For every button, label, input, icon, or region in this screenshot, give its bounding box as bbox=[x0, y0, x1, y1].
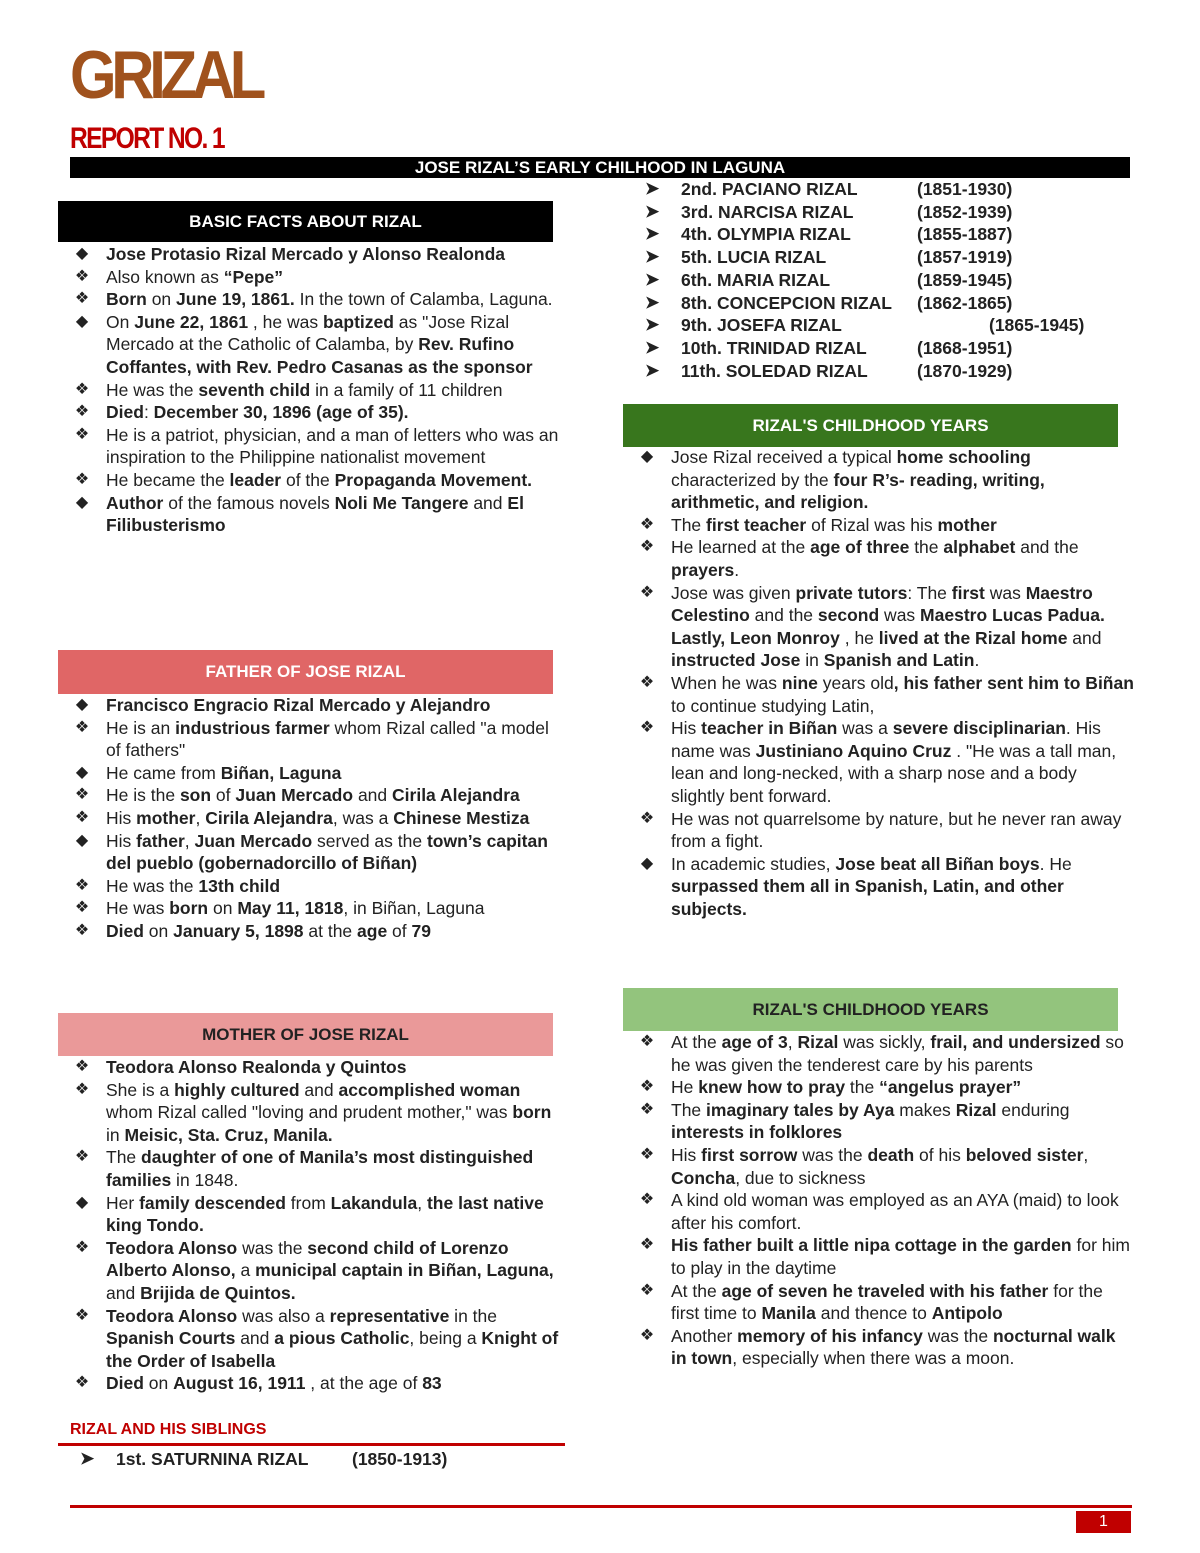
list-item bbox=[58, 1305, 568, 1373]
basic-facts-list bbox=[58, 243, 568, 537]
star-bullet-icon: ❖ bbox=[639, 809, 655, 827]
list-item bbox=[58, 492, 568, 537]
father-heading: FATHER OF JOSE RIZAL bbox=[58, 650, 553, 694]
sibling-name: 11th. SOLEDAD RIZAL bbox=[681, 360, 868, 381]
list-item bbox=[58, 266, 568, 289]
list-item bbox=[623, 1280, 1135, 1325]
list-item-text: A kind old woman was employed as an AYA (maid) to look after his comfort. bbox=[671, 1190, 1119, 1233]
list-item bbox=[623, 582, 1135, 672]
list-item-text: The first teacher of Rizal was his mother bbox=[671, 514, 997, 535]
childhood-heading-2: RIZAL'S CHILDHOOD YEARS bbox=[623, 988, 1118, 1031]
star-bullet-icon: ❖ bbox=[74, 425, 90, 443]
list-item-text: His father built a little nipa cottage in the garden for him to play in the daytime bbox=[671, 1235, 1130, 1278]
sibling-name: 2nd. PACIANO RIZAL bbox=[681, 179, 858, 199]
star-bullet-icon: ❖ bbox=[74, 718, 90, 736]
list-item bbox=[623, 1325, 1135, 1370]
sibling-years: (1859-1945) bbox=[917, 269, 1013, 290]
sibling-name: 9th. JOSEFA RIZAL bbox=[681, 315, 842, 336]
document-title: GRIZAL bbox=[70, 37, 262, 113]
list-item bbox=[58, 694, 568, 717]
star-bullet-icon: ❖ bbox=[639, 1191, 655, 1209]
list-item-text: He knew how to pray the “angelus prayer” bbox=[671, 1077, 1022, 1098]
star-bullet-icon: ❖ bbox=[74, 470, 90, 488]
list-item bbox=[623, 1144, 1135, 1189]
diamond-bullet-icon: ◆ bbox=[75, 763, 89, 781]
list-item-text: Her family descended from Lakandula, the last native king Tondo. bbox=[106, 1192, 544, 1236]
star-bullet-icon: ❖ bbox=[74, 290, 90, 308]
star-bullet-icon: ❖ bbox=[639, 538, 655, 556]
star-bullet-icon: ❖ bbox=[74, 1306, 90, 1324]
star-bullet-icon: ❖ bbox=[639, 1100, 655, 1118]
sibling-name: 6th. MARIA RIZAL bbox=[681, 269, 831, 290]
list-item bbox=[623, 1189, 1135, 1234]
star-bullet-icon: ❖ bbox=[639, 1236, 655, 1254]
sibling-years: (1857-1919) bbox=[917, 247, 1013, 268]
arrow-bullet-icon: ➤ bbox=[645, 247, 660, 267]
arrow-bullet-icon: ➤ bbox=[80, 1449, 95, 1468]
list-item-text: On June 22, 1861 , he was baptized as "Jose Rizal Mercado at the Catholic of Calamba, by Rev. Rufino Coffantes, with Rev. Pedro Casanas as the sponsor bbox=[106, 311, 533, 377]
list-item-text: He learned at the age of three the alphabet and the prayers. bbox=[671, 537, 1079, 580]
basic-facts-heading: BASIC FACTS ABOUT RIZAL bbox=[58, 201, 553, 242]
star-bullet-icon: ❖ bbox=[639, 673, 655, 691]
topic-bar: JOSE RIZAL’S EARLY CHILHOOD IN LAGUNA bbox=[70, 157, 1130, 178]
arrow-bullet-icon: ➤ bbox=[645, 337, 660, 357]
father-list bbox=[58, 694, 568, 943]
sibling-years: (1868-1951) bbox=[917, 337, 1013, 358]
arrow-bullet-icon: ➤ bbox=[645, 292, 660, 312]
list-item-text: The imaginary tales by Aya makes Rizal enduring interests in folklores bbox=[671, 1099, 1070, 1143]
list-item-text: At the age of seven he traveled with his father for the first time to Manila and thence to Antipolo bbox=[671, 1280, 1103, 1324]
mother-list bbox=[58, 1056, 568, 1395]
diamond-bullet-icon: ◆ bbox=[75, 696, 89, 713]
arrow-bullet-icon: ➤ bbox=[645, 201, 660, 221]
star-bullet-icon: ❖ bbox=[74, 786, 90, 804]
list-item-text: He is a patriot, physician, and a man of letters who was an inspiration to the Philippine nationalist movement bbox=[106, 424, 559, 468]
list-item bbox=[58, 311, 568, 379]
list-item-text: Jose Rizal received a typical home schooling characterized by the four R’s- reading, writing, arithmetic, and religion. bbox=[671, 447, 1045, 513]
childhood-list-1 bbox=[623, 446, 1135, 920]
star-bullet-icon: ❖ bbox=[639, 1078, 655, 1096]
list-item-text: He was born on May 11, 1818, in Biñan, Laguna bbox=[106, 898, 485, 919]
list-item bbox=[58, 401, 568, 424]
diamond-bullet-icon: ◆ bbox=[75, 312, 89, 330]
star-bullet-icon: ❖ bbox=[639, 1281, 655, 1299]
list-item bbox=[58, 875, 568, 898]
list-item-text: Francisco Engracio Rizal Mercado y Alejandro bbox=[106, 695, 491, 715]
diamond-bullet-icon: ◆ bbox=[640, 854, 654, 872]
list-item-text: Born on June 19, 1861. In the town of Calamba, Laguna. bbox=[106, 289, 553, 310]
star-bullet-icon: ❖ bbox=[639, 719, 655, 737]
list-item bbox=[623, 853, 1135, 921]
list-item-text: Author of the famous novels Noli Me Tangere and El Filibusterismo bbox=[106, 492, 524, 536]
list-item-text: Another memory of his infancy was the nocturnal walk in town, especially when there was a moon. bbox=[671, 1325, 1116, 1369]
list-item-text: Teodora Alonso was also a representative in the Spanish Courts and a pious Catholic, being a Knight of the Order of Isabella bbox=[106, 1305, 559, 1371]
star-bullet-icon: ❖ bbox=[639, 583, 655, 601]
sibling-years: (1865-1945) bbox=[989, 315, 1085, 336]
list-item-text: When he was nine years old, his father sent him to Biñan to continue studying Latin, bbox=[671, 672, 1134, 716]
list-item-text: In academic studies, Jose beat all Biñan boys. He surpassed them all in Spanish, Latin, and other subjects. bbox=[671, 853, 1072, 919]
star-bullet-icon: ❖ bbox=[74, 403, 90, 421]
childhood-list-2 bbox=[623, 1031, 1135, 1370]
star-bullet-icon: ❖ bbox=[74, 876, 90, 894]
diamond-bullet-icon: ◆ bbox=[640, 448, 654, 465]
list-item bbox=[58, 1372, 568, 1395]
star-bullet-icon: ❖ bbox=[639, 1033, 655, 1050]
diamond-bullet-icon: ◆ bbox=[75, 831, 89, 849]
list-item bbox=[58, 243, 568, 266]
list-item-text: At the age of 3, Rizal was sickly, frail, and undersized so he was given the tenderest care by his parents bbox=[671, 1032, 1124, 1075]
list-item-text: His first sorrow was the death of his beloved sister, Concha, due to sickness bbox=[671, 1144, 1089, 1188]
star-bullet-icon: ❖ bbox=[74, 1238, 90, 1256]
star-bullet-icon: ❖ bbox=[74, 808, 90, 826]
list-item bbox=[58, 807, 568, 830]
list-item-text: Died: December 30, 1896 (age of 35). bbox=[106, 402, 409, 423]
list-item bbox=[58, 784, 568, 807]
star-bullet-icon: ❖ bbox=[639, 1145, 655, 1163]
mother-heading: MOTHER OF JOSE RIZAL bbox=[58, 1013, 553, 1056]
list-item bbox=[58, 717, 568, 762]
list-item-text: The daughter of one of Manila’s most distinguished families in 1848. bbox=[106, 1147, 534, 1190]
list-item bbox=[623, 446, 1135, 514]
list-item bbox=[623, 672, 1135, 717]
childhood-heading-1: RIZAL'S CHILDHOOD YEARS bbox=[623, 404, 1118, 447]
list-item-text: He came from Biñan, Laguna bbox=[106, 762, 342, 783]
list-item-text: He was not quarrelsome by nature, but he never ran away from a fight. bbox=[671, 808, 1122, 852]
list-item-text: His mother, Cirila Alejandra, was a Chinese Mestiza bbox=[106, 807, 530, 828]
sibling-years: (1862-1865) bbox=[917, 292, 1013, 313]
list-item bbox=[623, 536, 1135, 581]
star-bullet-icon: ❖ bbox=[74, 1080, 90, 1098]
list-item bbox=[623, 1234, 1135, 1279]
sibling-name: 3rd. NARCISA RIZAL bbox=[681, 201, 854, 222]
list-item-text: Jose Protasio Rizal Mercado y Alonso Realonda bbox=[106, 244, 506, 264]
list-item bbox=[58, 288, 568, 311]
siblings-underline bbox=[58, 1443, 565, 1446]
sibling-name: 8th. CONCEPCION RIZAL bbox=[681, 292, 892, 313]
list-item bbox=[58, 469, 568, 492]
list-item-text: He is the son of Juan Mercado and Cirila Alejandra bbox=[106, 785, 520, 806]
list-item-text: He was the 13th child bbox=[106, 875, 281, 896]
list-item bbox=[623, 717, 1135, 807]
sibling-name: 5th. LUCIA RIZAL bbox=[681, 247, 827, 268]
diamond-bullet-icon: ◆ bbox=[75, 493, 89, 511]
list-item-text: His teacher in Biñan was a severe disciplinarian. His name was Justiniano Aquino Cruz . "He was a tall man, lean and long-necked, with a sharp nose and a body slightly bent forward. bbox=[671, 718, 1117, 806]
arrow-bullet-icon: ➤ bbox=[645, 179, 660, 198]
sibling-years: (1852-1939) bbox=[917, 201, 1013, 222]
arrow-bullet-icon: ➤ bbox=[645, 360, 660, 380]
list-item-text: Also known as “Pepe” bbox=[106, 266, 284, 287]
list-item bbox=[58, 762, 568, 785]
report-number: REPORT NO. 1 bbox=[70, 122, 224, 155]
list-item-text: Jose was given private tutors: The first was Maestro Celestino and the second was Maestro Lucas Padua. Lastly, Leon Monroy , he lived at the Rizal home and instructed Jose in Spanish and Latin. bbox=[671, 582, 1105, 671]
list-item-text: His father, Juan Mercado served as the town’s capitan del pueblo (gobernadorcillo of Biñan) bbox=[106, 830, 548, 874]
arrow-bullet-icon: ➤ bbox=[645, 269, 660, 289]
list-item bbox=[623, 1099, 1135, 1144]
list-item-text: He became the leader of the Propaganda Movement. bbox=[106, 469, 533, 490]
list-item-text: Teodora Alonso Realonda y Quintos bbox=[106, 1057, 407, 1077]
star-bullet-icon: ❖ bbox=[639, 515, 655, 533]
list-item bbox=[58, 379, 568, 402]
sibling-name: 4th. OLYMPIA RIZAL bbox=[681, 224, 851, 245]
page-number: 1 bbox=[1076, 1511, 1131, 1533]
list-item-text: He is an industrious farmer whom Rizal called "a model of fathers" bbox=[106, 717, 549, 761]
arrow-bullet-icon: ➤ bbox=[645, 224, 660, 244]
sibling-years: (1870-1929) bbox=[917, 360, 1013, 381]
star-bullet-icon: ❖ bbox=[74, 921, 90, 939]
diamond-bullet-icon: ◆ bbox=[75, 1193, 89, 1211]
sibling-years: (1855-1887) bbox=[917, 224, 1013, 245]
star-bullet-icon: ❖ bbox=[74, 1374, 90, 1392]
list-item-text: Died on January 5, 1898 at the age of 79 bbox=[106, 920, 431, 941]
list-item-text: Died on August 16, 1911 , at the age of 83 bbox=[106, 1373, 442, 1394]
sibling-name: 10th. TRINIDAD RIZAL bbox=[681, 337, 867, 358]
list-item bbox=[623, 1031, 1135, 1076]
list-item-text: She is a highly cultured and accomplished woman whom Rizal called "loving and prudent mother," was born in Meisic, Sta. Cruz, Manila. bbox=[106, 1079, 552, 1145]
star-bullet-icon: ❖ bbox=[74, 267, 90, 285]
list-item bbox=[58, 1146, 568, 1191]
list-item bbox=[58, 920, 568, 943]
list-item bbox=[58, 830, 568, 875]
list-item bbox=[623, 1076, 1135, 1099]
list-item bbox=[58, 897, 568, 920]
list-item bbox=[58, 424, 568, 469]
diamond-bullet-icon: ◆ bbox=[75, 245, 89, 262]
list-item-text: Teodora Alonso was the second child of Lorenzo Alberto Alonso, a municipal captain in Biñan, Laguna, and Brijida de Quintos. bbox=[106, 1237, 554, 1303]
star-bullet-icon: ❖ bbox=[74, 1058, 90, 1075]
star-bullet-icon: ❖ bbox=[74, 899, 90, 917]
list-item bbox=[623, 514, 1135, 537]
list-item bbox=[58, 1237, 568, 1305]
siblings-heading: RIZAL AND HIS SIBLINGS bbox=[70, 1421, 267, 1438]
list-item bbox=[58, 1079, 568, 1147]
list-item-text: He was the seventh child in a family of 11 children bbox=[106, 379, 503, 400]
list-item bbox=[623, 808, 1135, 853]
arrow-bullet-icon: ➤ bbox=[645, 315, 660, 335]
star-bullet-icon: ❖ bbox=[74, 380, 90, 398]
list-item bbox=[58, 1192, 568, 1237]
star-bullet-icon: ❖ bbox=[74, 1148, 90, 1166]
star-bullet-icon: ❖ bbox=[639, 1326, 655, 1344]
footer-line bbox=[70, 1505, 1132, 1508]
list-item bbox=[58, 1056, 568, 1079]
sibling-years: (1851-1930) bbox=[917, 179, 1013, 199]
